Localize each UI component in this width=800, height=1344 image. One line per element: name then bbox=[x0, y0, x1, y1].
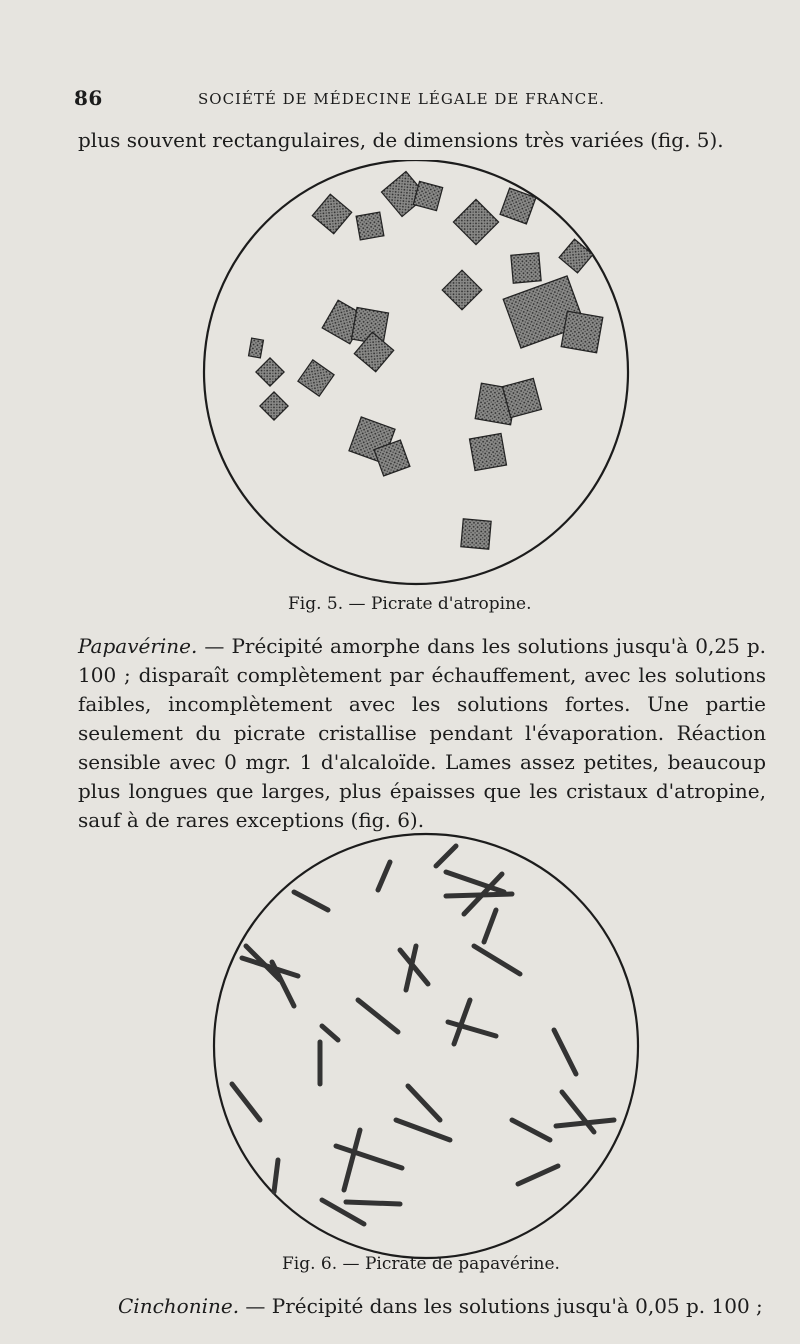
intro-line: plus souvent rectangulaires, de dimensions très variées (fig. 5). bbox=[78, 128, 724, 152]
crystal-plate bbox=[461, 519, 491, 549]
crystal-needle bbox=[346, 1202, 400, 1204]
papaverine-term: Papavérine. bbox=[78, 634, 198, 658]
crystal-needle bbox=[554, 1030, 576, 1074]
crystal-plate bbox=[559, 239, 593, 273]
figure-5-caption: Fig. 5. — Picrate d'atropine. bbox=[288, 594, 532, 614]
crystal-plate bbox=[260, 392, 288, 420]
figure-5-illustration bbox=[196, 160, 640, 590]
crystal-needle bbox=[512, 1120, 550, 1140]
crystal-needle bbox=[408, 1086, 440, 1120]
crystal-needle bbox=[378, 862, 390, 890]
crystal-needle bbox=[396, 1120, 450, 1140]
crystal-plate bbox=[256, 358, 284, 386]
papaverine-paragraph bbox=[78, 632, 766, 835]
crystal-needle bbox=[446, 894, 512, 896]
microscope-field-circle bbox=[214, 834, 638, 1258]
crystal-needle bbox=[436, 846, 456, 866]
cinchonine-term: Cinchonine. bbox=[118, 1294, 240, 1318]
crystal-needle bbox=[474, 946, 520, 974]
crystal-plate bbox=[298, 360, 334, 396]
crystal-plate bbox=[356, 212, 384, 240]
cinchonine-text: — Précipité dans les solutions jusqu'à 0,05 p. 100 ; bbox=[239, 1294, 763, 1318]
crystal-plate bbox=[561, 311, 603, 353]
crystal-plate bbox=[453, 199, 498, 244]
crystal-needle bbox=[322, 1026, 338, 1040]
papaverine-text: — Précipité amorphe dans les solutions jusqu'à 0,25 p. 100 ; disparaît complètement par échauffement, avec les solutions faibles, incomplètement avec les solutions fortes. Une partie seulement du picrate cristallise pendant l'évaporation. Réaction sensible avec 0 mgr. 1 d'alcaloïde. Lames assez petites, beaucoup plus longues que larges, plus épaisses que les cristaux d'atropine, sauf à de rares exceptions (fig. 6). bbox=[78, 634, 766, 832]
figure-6-illustration bbox=[210, 830, 648, 1260]
crystal-plate bbox=[511, 253, 541, 283]
crystal-needle bbox=[358, 1000, 398, 1032]
crystal-needle bbox=[344, 1130, 360, 1190]
page-number: 86 bbox=[74, 86, 103, 110]
running-title: SOCIÉTÉ DE MÉDECINE LÉGALE DE FRANCE. bbox=[198, 90, 605, 108]
running-header bbox=[74, 86, 734, 112]
crystal-needle bbox=[518, 1166, 558, 1184]
crystal-needle bbox=[232, 1084, 260, 1120]
figure-6-caption: Fig. 6. — Picrate de papavérine. bbox=[282, 1254, 560, 1274]
crystal-needle bbox=[484, 910, 496, 942]
crystal-needle bbox=[294, 892, 328, 910]
cinchonine-line bbox=[118, 1294, 778, 1318]
crystal-needle bbox=[556, 1120, 614, 1126]
crystal-plate bbox=[249, 338, 264, 358]
crystal-needle bbox=[336, 1146, 402, 1168]
crystal-plate bbox=[312, 194, 351, 233]
crystal-plate bbox=[469, 433, 506, 470]
crystal-needle bbox=[274, 1160, 278, 1192]
crystal-plate bbox=[442, 270, 482, 310]
